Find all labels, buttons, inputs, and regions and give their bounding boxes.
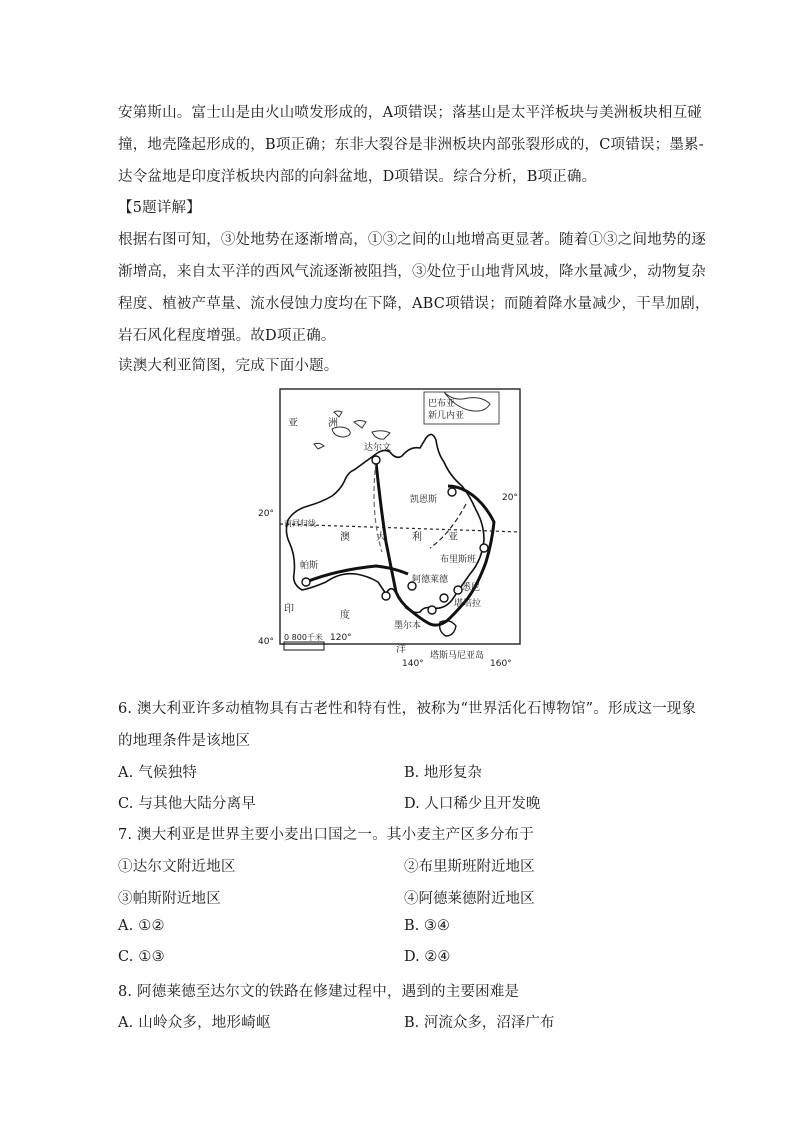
label-yang: 洋 xyxy=(396,644,406,655)
label-asia: 亚 xyxy=(288,418,298,429)
q5-line-4: 岩石风化程度增强。故D项正确。 xyxy=(118,328,336,344)
q7-choice-3: ③帕斯附近地区 xyxy=(118,891,221,907)
label-au4: 亚 xyxy=(448,532,458,543)
australia-map xyxy=(254,384,522,670)
q7-choice-1: ①达尔文附近地区 xyxy=(118,859,236,875)
tick-lat40: 40° xyxy=(258,637,274,647)
q8-option-a: A. 山岭众多，地形崎岖 xyxy=(118,1015,271,1031)
q6-option-b: B. 地形复杂 xyxy=(404,765,482,781)
label-zhou: 洲 xyxy=(328,418,338,429)
label-tasmania: 塔斯马尼亚岛 xyxy=(430,651,485,661)
tick-lon120: 120° xyxy=(330,633,352,643)
label-adelaide: 阿德莱德 xyxy=(412,575,449,585)
q6-stem-1: 6. 澳大利亚许多动植物具有古老性和特有性，被称为“世界活化石博物馆”。形成这一现象 xyxy=(118,701,697,717)
perth-marker xyxy=(302,578,310,586)
label-png2: 新几内亚 xyxy=(428,411,465,421)
map-intro: 读澳大利亚简图，完成下面小题。 xyxy=(118,358,339,374)
label-du: 度 xyxy=(340,610,350,621)
label-au1: 澳 xyxy=(340,532,350,543)
label-melbourne: 墨尔本 xyxy=(394,621,422,631)
label-scale: 0 800千米 xyxy=(284,633,323,642)
q7-option-c: C. ①③ xyxy=(118,949,165,965)
label-au2: 大 xyxy=(376,532,386,543)
q7-option-d: D. ②④ xyxy=(404,949,451,965)
tick-lat20-right: 20° xyxy=(502,493,518,503)
label-canberra: 堪培拉 xyxy=(454,599,482,609)
explanation-line-3: 达令盆地是印度洋板块内部的向斜盆地，D项错误。综合分析，B项正确。 xyxy=(118,169,597,185)
sydney-marker xyxy=(454,586,462,594)
tick-lon160: 160° xyxy=(490,659,512,669)
label-au3: 利 xyxy=(412,532,422,543)
tick-lat20-left: 20° xyxy=(258,509,274,519)
map-frame xyxy=(280,389,520,644)
adelaide-west-marker xyxy=(382,592,390,600)
label-sydney: 悉尼 xyxy=(462,583,481,593)
q7-choice-4: ④阿德莱德附近地区 xyxy=(404,891,535,907)
q7-option-b: B. ③④ xyxy=(404,918,450,934)
tick-lon140: 140° xyxy=(402,659,424,669)
q6-stem-2: 的地理条件是该地区 xyxy=(118,733,251,749)
canberra-marker xyxy=(440,594,448,602)
melbourne-marker xyxy=(428,606,436,614)
darwin-marker xyxy=(372,456,380,464)
q6-option-c: C. 与其他大陆分离早 xyxy=(118,796,256,812)
label-yin: 印 xyxy=(284,604,294,615)
q5-line-1: 根据右图可知，③处地势在逐渐增高，①③之间的山地增高更显著。随着①③之间地势的逐 xyxy=(118,232,706,248)
q7-choice-2: ②布里斯班附近地区 xyxy=(404,859,535,875)
q5-line-2: 渐增高，来自太平洋的西风气流逐渐被阻挡，③处位于山地背风坡，降水量减少，动物复杂 xyxy=(118,264,706,280)
q7-stem: 7. 澳大利亚是世界主要小麦出口国之一。其小麦主产区多分布于 xyxy=(118,827,534,843)
brisbane-marker xyxy=(480,544,488,552)
q7-option-a: A. ①② xyxy=(118,918,165,934)
label-tropic: 南回归线 xyxy=(284,519,316,528)
q5-line-3: 程度、植被产草量、流水侵蚀力度均在下降，ABC项错误；而随着降水量减少，干旱加剧， xyxy=(118,296,710,312)
label-darwin: 达尔文 xyxy=(364,443,392,453)
q6-option-d: D. 人口稀少且开发晚 xyxy=(404,796,541,812)
q6-option-a: A. 气候独特 xyxy=(118,765,198,781)
q8-stem: 8. 阿德莱德至达尔文的铁路在修建过程中，遇到的主要困难是 xyxy=(118,984,520,1000)
q5-heading: 【5题详解】 xyxy=(118,200,201,216)
label-perth: 帕斯 xyxy=(300,561,319,571)
explanation-line-1: 安第斯山。富士山是由火山喷发形成的，A项错误；落基山是太平洋板块与美洲板块相互碰 xyxy=(118,105,702,121)
explanation-line-2: 撞，地壳隆起形成的，B项正确；东非大裂谷是非洲板块内部张裂形成的，C项错误；墨累- xyxy=(118,137,704,153)
label-cairns: 凯恩斯 xyxy=(410,495,438,505)
label-brisbane: 布里斯班 xyxy=(440,555,477,565)
q8-option-b: B. 河流众多，沼泽广布 xyxy=(404,1015,555,1031)
cairns-marker xyxy=(448,488,456,496)
label-png1: 巴布亚 xyxy=(428,399,456,409)
